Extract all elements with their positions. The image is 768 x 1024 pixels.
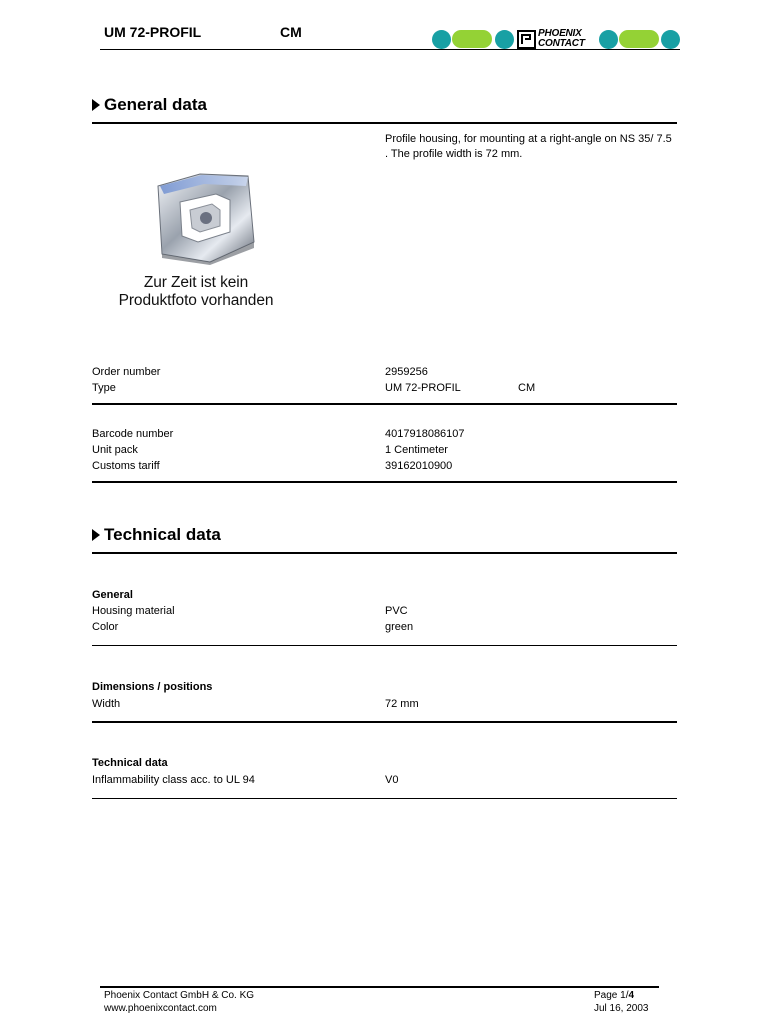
logo-wordmark-text: PHOENIX CONTACT: [538, 28, 585, 49]
barcode-value: 4017918086107: [385, 428, 465, 440]
barcode-label: Barcode number: [92, 428, 174, 440]
footer-page-number: Page 1/4: [594, 990, 635, 1001]
inflammability-value: V0: [385, 774, 399, 786]
order-number-value: 2959256: [385, 366, 428, 378]
tech-group-title: Dimensions / positions: [92, 681, 213, 693]
divider-rule: [92, 721, 677, 723]
section-arrow-icon: [92, 529, 100, 541]
divider-rule: [92, 481, 677, 483]
width-value: 72 mm: [385, 698, 419, 710]
section-heading-general: General data: [92, 95, 207, 115]
unit-pack-label: Unit pack: [92, 444, 138, 456]
order-number-label: Order number: [92, 366, 161, 378]
logo-teal-dot-icon: [495, 30, 514, 49]
logo-green-pill-icon: [619, 30, 659, 48]
housing-material-value: PVC: [385, 605, 408, 617]
tech-group-title: General: [92, 589, 133, 601]
color-label: Color: [92, 621, 119, 633]
divider-rule: [92, 798, 677, 799]
logo-teal-dot-icon: [661, 30, 680, 49]
divider-rule: [92, 403, 677, 405]
logo-green-pill-icon: [452, 30, 492, 48]
footer-rule: [100, 986, 659, 988]
section-rule: [92, 552, 677, 554]
tech-group-title: Technical data: [92, 757, 168, 769]
type-label: Type: [92, 382, 116, 394]
header-rule: [100, 49, 680, 50]
section-heading-technical: Technical data: [92, 525, 221, 545]
product-placeholder-image-icon: [150, 170, 260, 265]
document-title: UM 72-PROFIL: [104, 24, 202, 40]
logo-mark-icon: [517, 30, 537, 49]
footer-date: Jul 16, 2003: [594, 1003, 649, 1014]
phoenix-contact-logo: [432, 29, 680, 49]
type-value: UM 72-PROFIL: [385, 382, 461, 394]
photo-unavailable-text: Zur Zeit ist kein Produktfoto vorhanden: [118, 274, 274, 309]
logo-teal-dot-icon: [432, 30, 451, 49]
customs-tariff-label: Customs tariff: [92, 460, 160, 472]
product-photo-placeholder: [150, 170, 260, 265]
color-value: green: [385, 621, 414, 633]
footer-website[interactable]: www.phoenixcontact.com: [104, 1003, 217, 1014]
section-arrow-icon: [92, 99, 100, 111]
product-description: Profile housing, for mounting at a right-angle on NS 35/ 7.5 . The profile width is 72 mm.: [385, 133, 672, 160]
logo-teal-dot-icon: [599, 30, 618, 49]
footer-company: Phoenix Contact GmbH & Co. KG: [104, 990, 255, 1001]
housing-material-label: Housing material: [92, 605, 175, 617]
type-value-suffix: CM: [518, 382, 536, 394]
inflammability-label: Inflammability class acc. to UL 94: [92, 774, 255, 786]
divider-rule: [92, 645, 677, 646]
section-rule: [92, 122, 677, 124]
customs-tariff-value: 39162010900: [385, 460, 453, 472]
document-title-suffix: CM: [280, 24, 302, 40]
unit-pack-value: 1 Centimeter: [385, 444, 448, 456]
width-label: Width: [92, 698, 121, 710]
